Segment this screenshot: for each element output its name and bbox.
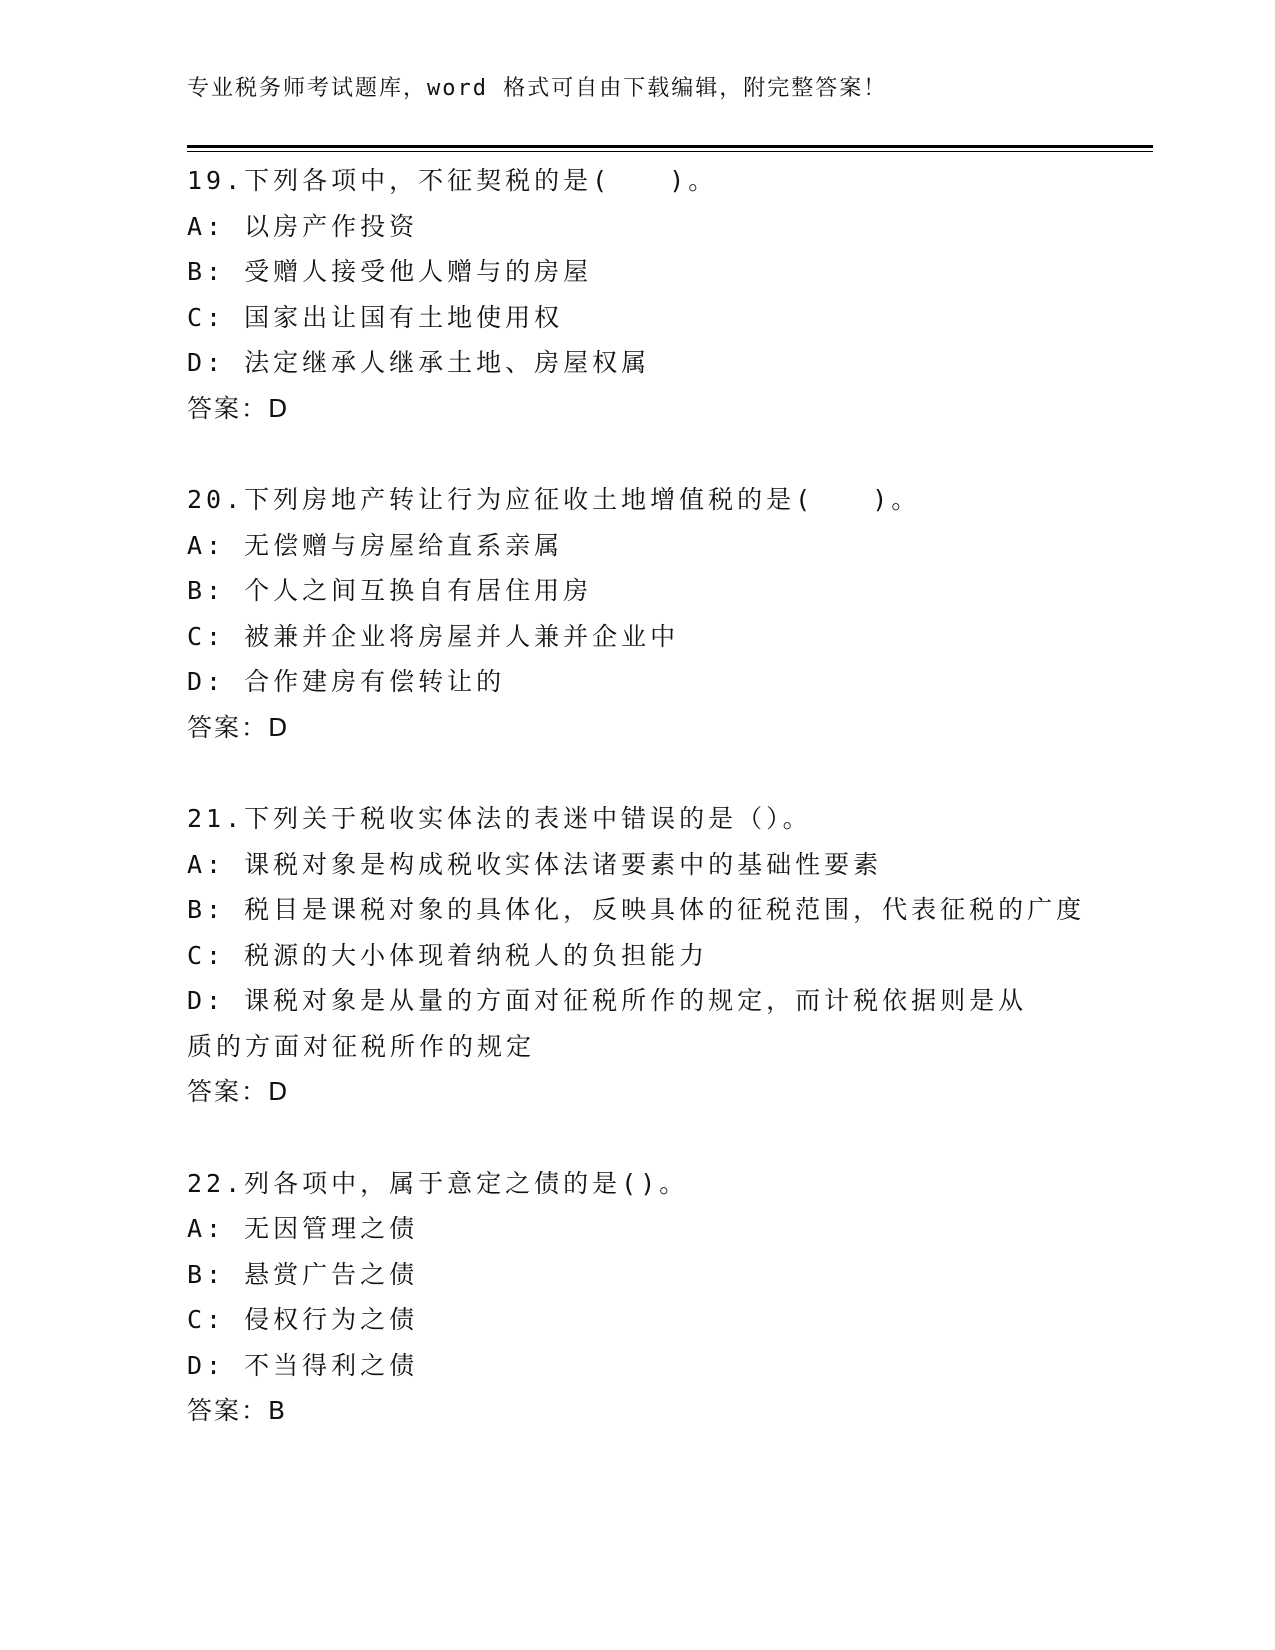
question-stem: 22.列各项中，属于意定之债的是()。: [187, 1168, 689, 1198]
question-20: [187, 477, 1087, 750]
option-b: B: 悬赏广告之债: [187, 1259, 419, 1289]
header-rule-thin: [187, 151, 1153, 152]
question-19: [187, 158, 1087, 431]
option-c: C: 税源的大小体现着纳税人的负担能力: [187, 940, 709, 970]
page-header: 专业税务师考试题库，word 格式可自由下载编辑，附完整答案！: [187, 76, 888, 101]
question-21: [187, 796, 1087, 1115]
option-d: D: 不当得利之债: [187, 1350, 419, 1380]
option-b: B: 税目是课税对象的具体化，反映具体的征税范围，代表征税的广度: [187, 895, 1086, 924]
option-a: A: 以房产作投资: [187, 211, 419, 241]
option-b: B: 个人之间互换自有居住用房: [187, 576, 593, 605]
answer: 答案：D: [187, 393, 290, 423]
option-d: D: 合作建房有偿转让的: [187, 667, 506, 696]
question-stem: 19.下列各项中，不征契税的是( )。: [187, 166, 718, 195]
question-22: [187, 1161, 1087, 1434]
option-a: A: 无因管理之债: [187, 1214, 419, 1243]
option-c: C: 国家出让国有土地使用权: [187, 302, 564, 332]
option-a: A: 课税对象是构成税收实体法诸要素中的基础性要素: [187, 849, 883, 879]
header-rule-thick: [187, 145, 1153, 148]
answer: 答案：D: [187, 1077, 290, 1106]
answer: 答案：D: [187, 712, 290, 742]
option-d: D: 课税对象是从量的方面对征税所作的规定，而计税依据则是从质的方面对征税所作的规定: [187, 986, 1028, 1061]
question-stem: 21.下列关于税收实体法的表迷中错误的是（）。: [187, 804, 812, 833]
question-list: [187, 158, 1087, 1480]
option-c: C: 侵权行为之债: [187, 1305, 419, 1334]
answer: 答案：B: [187, 1396, 288, 1425]
question-stem: 20.下列房地产转让行为应征收土地增值税的是( )。: [187, 485, 921, 514]
option-c: C: 被兼并企业将房屋并人兼并企业中: [187, 621, 680, 651]
option-b: B: 受赠人接受他人赠与的房屋: [187, 257, 593, 286]
option-d: D: 法定继承人继承土地、房屋权属: [187, 348, 651, 377]
option-a: A: 无偿赠与房屋给直系亲属: [187, 530, 564, 560]
